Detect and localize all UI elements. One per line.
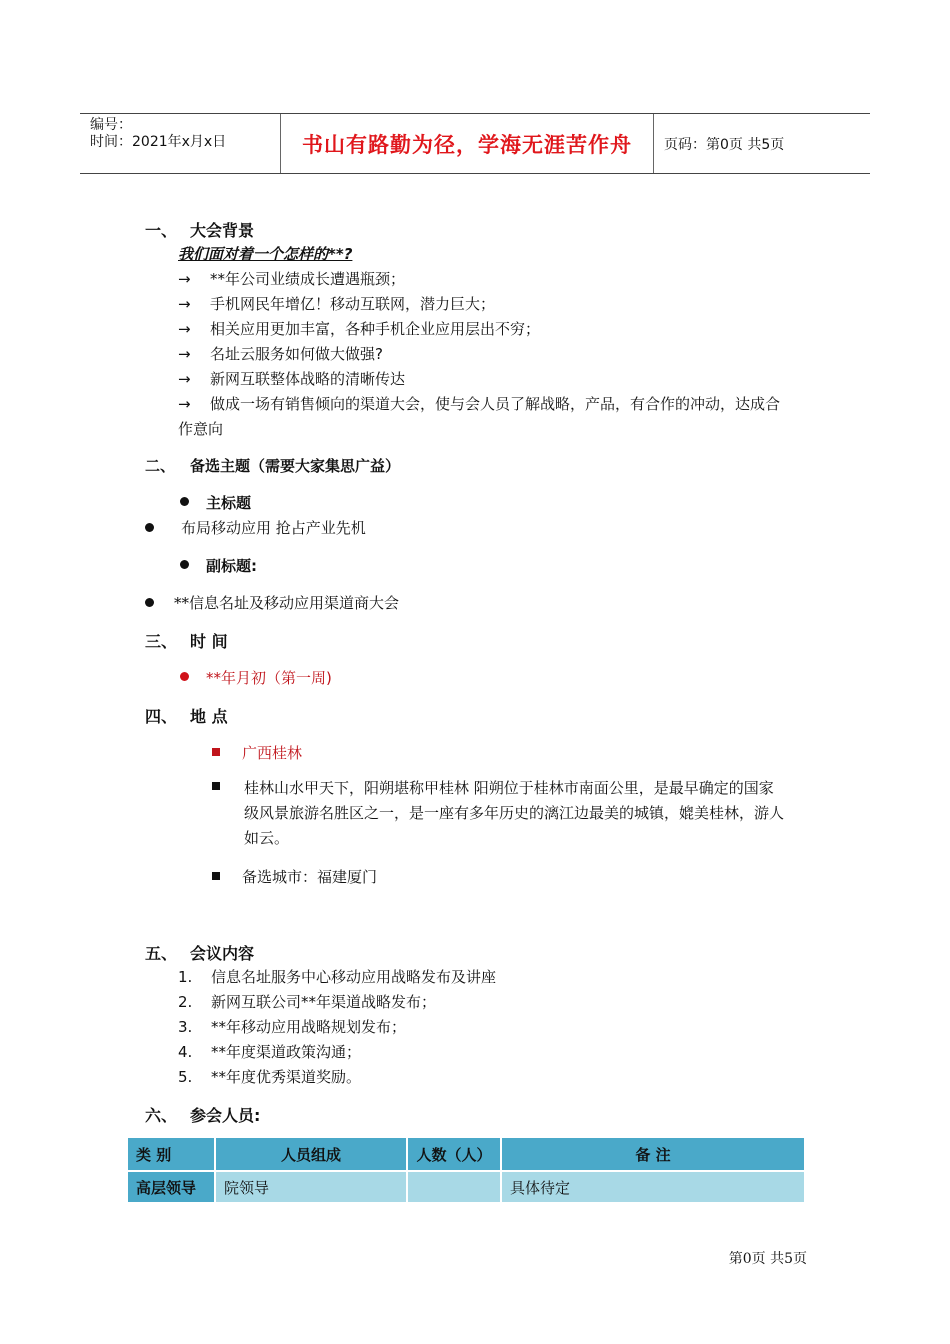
section-5-number: 五、 (145, 944, 178, 963)
list-item: 1. 信息名址服务中心移动应用战略发布及讲座 (178, 968, 497, 986)
list-item-continuation: 作意向 (178, 420, 224, 438)
section-2-heading (145, 455, 400, 476)
section-4-heading (145, 704, 228, 727)
main-title-label: 主标题 (180, 492, 251, 513)
document-time: 时间：2021年x月x日 (90, 134, 227, 150)
section-4-title: 地 点 (190, 707, 228, 726)
header-page-number: 页码：第0页 共5页 (664, 136, 785, 153)
sub-title-text: **信息名址及移动应用渠道商大会 (145, 592, 399, 613)
location-city: 广西桂林 (212, 742, 302, 763)
list-item: → 手机网民年增亿！移动互联网，潜力巨大； (178, 295, 496, 313)
section-6-number: 六、 (145, 1106, 178, 1125)
location-description: 桂林山水甲天下，阳朔堪称甲桂林 阳朔位于桂林市南面公里，是最早确定的国家 级风景旅游名胜区之一，是一座有多年历史的漓江边最美的城镇，媲美桂林，游人 如云。 (244, 779, 785, 847)
table-header-cell: 类 别 (127, 1137, 215, 1171)
bullet-icon (180, 560, 189, 569)
bullet-icon (145, 523, 154, 532)
arrow-icon: → (178, 370, 191, 388)
square-bullet-icon (212, 748, 220, 756)
list-item: → 名址云服务如何做大做强? (178, 345, 383, 363)
section-6-heading (145, 1103, 260, 1126)
list-item: → 做成一场有销售倾向的渠道大会，使与会人员了解战略，产品，有合作的冲动，达成合 (178, 395, 781, 413)
arrow-icon: → (178, 345, 191, 363)
table-cell: 高层领导 (127, 1171, 215, 1203)
table-header-cell: 备 注 (501, 1137, 805, 1171)
table-header-cell: 人数（人） (407, 1137, 501, 1171)
list-item: → 相关应用更加丰富，各种手机企业应用层出不穷； (178, 320, 541, 338)
table-cell (407, 1171, 501, 1203)
page-header (80, 113, 870, 174)
section-3-title: 时 间 (190, 632, 228, 651)
header-meta (80, 114, 281, 173)
section-1-title: 大会背景 (190, 221, 255, 240)
arrow-icon: → (178, 270, 191, 288)
bullet-icon (145, 598, 154, 607)
list-item: 3. **年移动应用战略规划发布； (178, 1018, 407, 1036)
bullet-icon (180, 497, 189, 506)
list-item: 2. 新网互联公司**年渠道战略发布； (178, 993, 437, 1011)
section-4-number: 四、 (145, 707, 178, 726)
section-6-title: 参会人员: (190, 1106, 261, 1125)
document-number: 编号： (90, 117, 132, 133)
arrow-icon: → (178, 320, 191, 338)
page-footer: 第0页 共5页 (728, 1251, 807, 1267)
table-header-cell: 人员组成 (215, 1137, 407, 1171)
arrow-icon: → (178, 295, 191, 313)
list-item: → 新网互联整体战略的清晰传达 (178, 370, 406, 388)
table-cell: 院领导 (215, 1171, 407, 1203)
section-5-title: 会议内容 (190, 944, 255, 963)
list-item: 5. **年度优秀渠道奖励。 (178, 1068, 362, 1086)
square-bullet-icon (212, 872, 220, 880)
attendee-table (126, 1136, 806, 1204)
section-1-subtitle: 我们面对着一个怎样的**? (178, 245, 353, 263)
list-item: → **年公司业绩成长遭遇瓶颈； (178, 270, 406, 288)
section-1-heading (145, 218, 254, 241)
bullet-icon (180, 672, 189, 681)
section-2-number: 二、 (145, 457, 176, 475)
section-5-heading (145, 941, 254, 964)
section-2-title: 备选主题（需要大家集思广益） (190, 457, 401, 475)
location-desc-bullet (212, 778, 242, 796)
table-header-row (127, 1137, 805, 1171)
section-3-number: 三、 (145, 632, 178, 651)
section-1-number: 一、 (145, 221, 178, 240)
section-3-heading (145, 629, 228, 652)
table-row (127, 1171, 805, 1203)
list-item: 4. **年度渠道政策沟通； (178, 1043, 362, 1061)
main-title-text: 布局移动应用 抢占产业先机 (145, 517, 366, 538)
alternate-city: 备选城市：福建厦门 (212, 866, 377, 887)
sub-title-label: 副标题: (180, 555, 257, 576)
table-cell: 具体待定 (501, 1171, 805, 1203)
header-motto: 书山有路勤为径，学海无涯苦作舟 (281, 114, 654, 173)
square-bullet-icon (212, 782, 220, 790)
time-item: **年月初（第一周) (180, 667, 332, 688)
arrow-icon: → (178, 395, 191, 413)
